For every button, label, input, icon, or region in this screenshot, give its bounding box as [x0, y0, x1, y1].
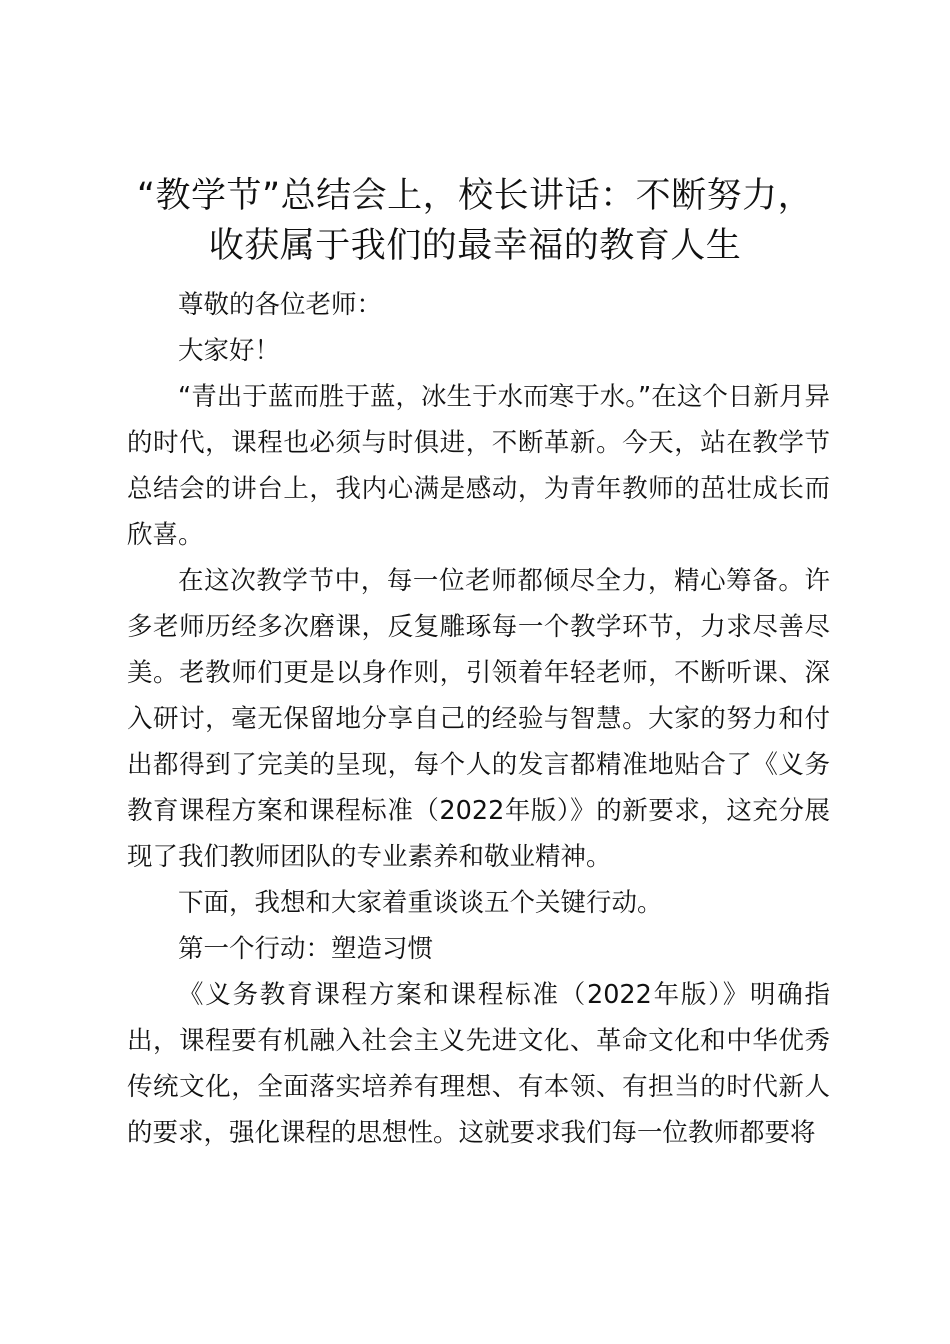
salutation: 尊敬的各位老师：	[178, 290, 383, 320]
document-title-line-1: “教学节”总结会上，校长讲话：不断努力，	[136, 176, 814, 216]
paragraph-opening: “青出于蓝而胜于蓝，冰生于水而寒于水。”在这个日新月异的时代，课程也必须与时俱进，不断革新。今天，站在教学节总结会的讲台上，我内心满是感动，为青年教师的茁壮成长而欣喜。	[127, 382, 830, 550]
document-title-line-2: 收获属于我们的最幸福的教育人生	[208, 226, 742, 266]
greeting: 大家好！	[178, 336, 281, 366]
section-heading-first-action: 第一个行动：塑造习惯	[178, 934, 434, 964]
document-body	[127, 282, 830, 1156]
paragraph-five-actions: 下面，我想和大家着重谈谈五个关键行动。	[178, 888, 663, 918]
paragraph-curriculum-standard: 《义务教育课程方案和课程标准（2022年版）》明确指出，课程要有机融入社会主义先进文化、革命文化和中华优秀传统文化，全面落实培养有理想、有本领、有担当的时代新人的要求，强化课程的思想性。这就要求我们每一位教师都要将	[127, 980, 830, 1148]
paragraph-teaching-festival: 在这次教学节中，每一位老师都倾尽全力，精心筹备。许多老师历经多次磨课，反复雕琢每一个教学环节，力求尽善尽美。老教师们更是以身作则，引领着年轻老师，不断听课、深入研讨，毫无保留地分享自己的经验与智慧。大家的努力和付出都得到了完美的呈现，每个人的发言都精准地贴合了《义务教育课程方案和课程标准（2022年版）》的新要求，这充分展现了我们教师团队的专业素养和敬业精神。	[127, 566, 830, 872]
